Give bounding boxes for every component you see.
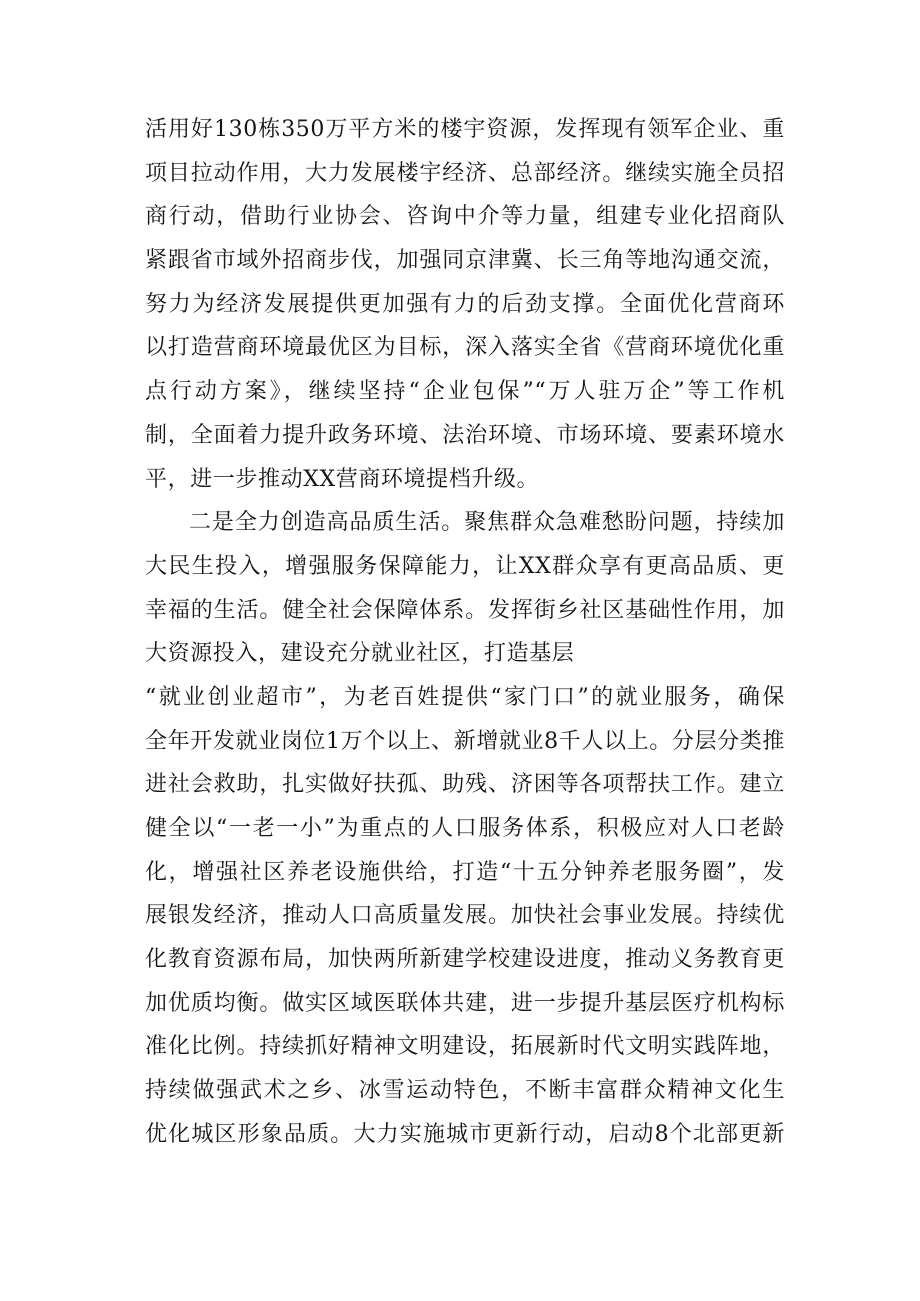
text-line: 展银发经济，推动人口高质量发展。加快社会事业发展。持续优: [145, 903, 785, 929]
text-line: 优化城区形象品质。大力实施城市更新行动，启动8个北部更新: [145, 1121, 785, 1147]
text-line: 全年开发就业岗位1万个以上、新增就业8千人以上。分层分类推: [145, 728, 785, 754]
text-line: 化，增强社区养老设施供给，打造“十五分钟养老服务圈”，发: [145, 859, 785, 885]
text-line: 项目拉动作用，大力发展楼宇经济、总部经济。继续实施全员招: [145, 160, 785, 186]
text-line: 点行动方案》，继续坚持“企业包保”“万人驻万企”等工作机: [145, 379, 785, 405]
text-line: 健全以“一老一小”为重点的人口服务体系，积极应对人口老龄: [145, 816, 785, 841]
text-line: 准化比例。持续抓好精神文明建设，拓展新时代文明实践阵地，: [145, 1034, 785, 1060]
text-line: 紧跟省市域外招商步伐，加强同京津冀、长三角等地沟通交流，: [145, 248, 785, 274]
text-line: 持续做强武术之乡、冰雪运动特色，不断丰富群众精神文化生: [145, 1078, 785, 1104]
text-line: 以打造营商环境最优区为目标，深入落实全省《营商环境优化重: [145, 335, 785, 361]
text-line: “就业创业超市”，为老百姓提供“家门口”的就业服务，确保: [145, 684, 785, 710]
text-line: 制，全面着力提升政务环境、法治环境、市场环境、要素环境水: [145, 422, 785, 448]
paragraph-start-line: 二是全力创造高品质生活。聚焦群众急难愁盼问题，持续加: [189, 510, 785, 536]
text-line: 大资源投入，建设充分就业社区，打造基层: [145, 641, 575, 667]
text-line: 活用好130栋350万平方米的楼宇资源，发挥现有领军企业、重: [145, 117, 785, 142]
text-line: 努力为经济发展提供更加强有力的后劲支撑。全面优化营商环: [145, 291, 785, 317]
text-line: 商行动，借助行业协会、咨询中介等力量，组建专业化招商队: [145, 204, 785, 230]
text-line: 化教育资源布局，加快两所新建学校建设进度，推动义务教育更: [145, 947, 785, 973]
text-line: 进社会救助，扎实做好扶孤、助残、济困等各项帮扶工作。建立: [145, 772, 785, 798]
document-body: [145, 108, 785, 1157]
text-line: 大民生投入，增强服务保障能力，让XX群众享有更高品质、更: [145, 553, 785, 579]
text-line: 平，进一步推动XX营商环境提档升级。: [145, 466, 540, 492]
text-line: 幸福的生活。健全社会保障体系。发挥街乡社区基础性作用，加: [145, 597, 785, 623]
text-line: 加优质均衡。做实区域医联体共建，进一步提升基层医疗机构标: [145, 990, 785, 1016]
